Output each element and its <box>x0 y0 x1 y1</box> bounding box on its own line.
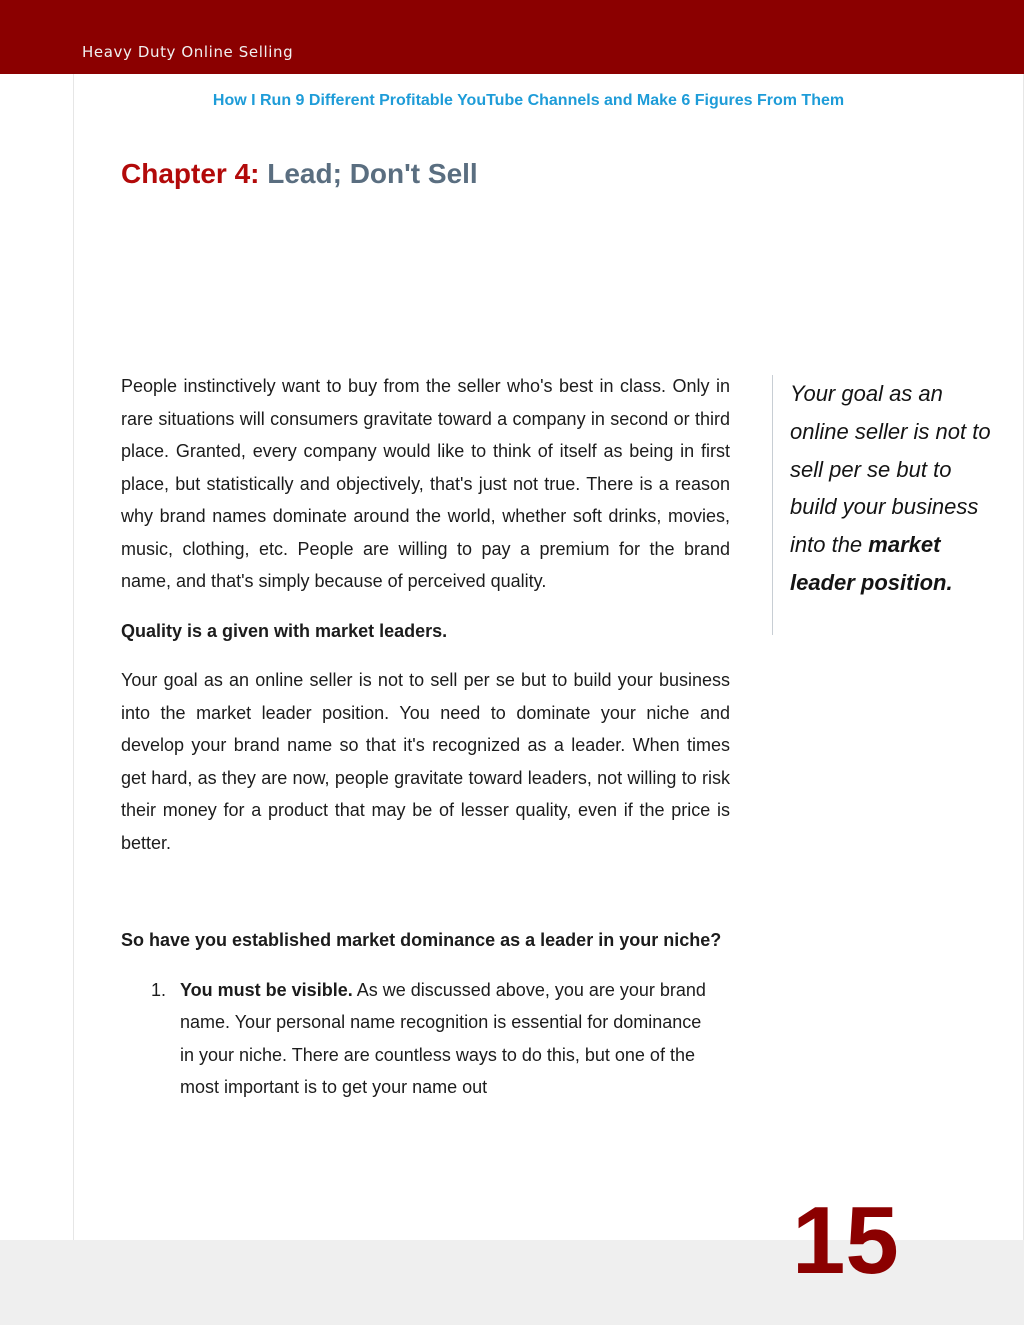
left-margin-rule <box>73 74 74 1240</box>
list-item <box>121 974 720 1104</box>
chapter-label: Chapter 4: <box>121 158 260 189</box>
pull-quote-emphasis: market leader position. <box>790 532 953 595</box>
sidebar-pull-quote <box>772 375 1000 635</box>
numbered-list <box>121 974 730 1104</box>
list-item-number: 1. <box>151 979 167 1000</box>
header-bar <box>0 0 1024 74</box>
list-item-text: As we discussed above, you are your brand name. Your personal name recognition is essential for dominance in your niche. There are countless ways to do this, but one of the most important is to get your name out <box>180 979 706 1097</box>
bold-statement: Quality is a given with market leaders. <box>121 620 448 641</box>
page-number: 15 <box>792 1187 899 1294</box>
list-item-lead: You must be visible. <box>180 979 353 1000</box>
header-title: Heavy Duty Online Selling <box>82 43 294 61</box>
book-subtitle: How I Run 9 Different Profitable YouTube Channels and Make 6 Figures From Them <box>212 92 845 109</box>
chapter-heading <box>121 158 478 190</box>
pull-quote-text: Your goal as an online seller is not to sell per se but to build your business into the <box>790 381 991 558</box>
main-text-column <box>121 370 730 1104</box>
body-paragraph-2: Your goal as an online seller is not to sell per se but to build your business into the market leader position. You need to dominate your niche and develop your brand name so that it's recognized as a leader. When times get hard, as they are now, people gravitate toward leaders, not willing to risk their money for a product that may be of lesser quality, even if the price is better. <box>121 670 730 853</box>
section-question: So have you established market dominance as a leader in your niche? <box>121 930 722 950</box>
chapter-title: Lead; Don't Sell <box>267 158 478 189</box>
body-paragraph-1: People instinctively want to buy from the seller who's best in class. Only in rare situations will consumers gravitate toward a company in second or third place. Granted, every company would like to think of itself as being in first place, but statistically and objectively, that's just not true. There is a reason why brand names dominate around the world, whether soft drinks, movies, music, clothing, etc. People are willing to pay a premium for the brand name, and that's simply because of perceived quality. <box>121 376 730 591</box>
